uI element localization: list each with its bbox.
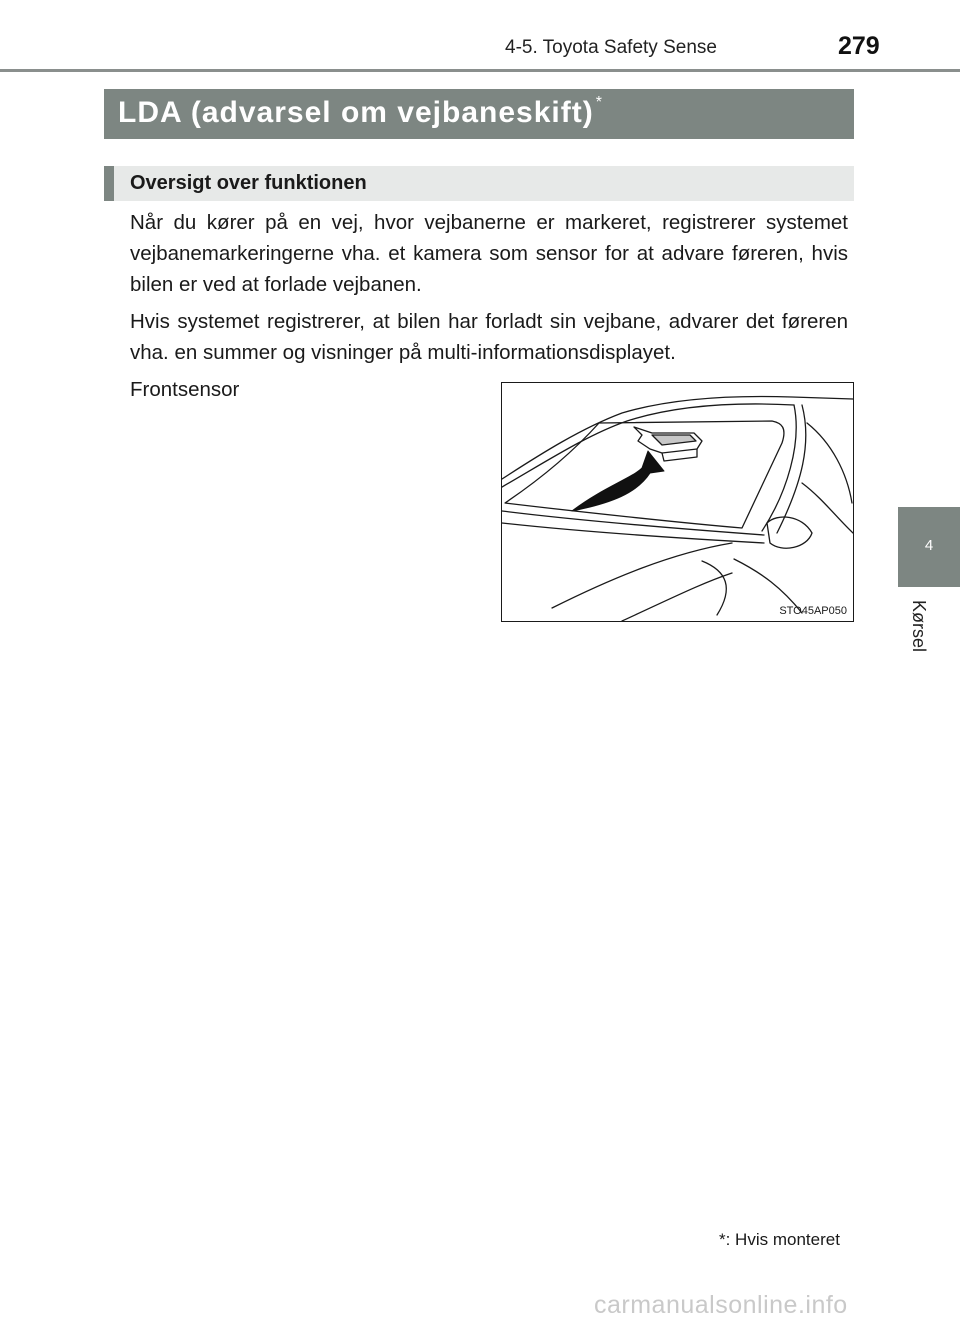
- header-divider: [0, 69, 960, 72]
- title-bar: [104, 89, 854, 139]
- section-title: 4-5. Toyota Safety Sense: [505, 37, 717, 58]
- subheading: Oversigt over funktionen: [130, 172, 367, 194]
- windshield-front-sensor-illustration: [502, 383, 853, 621]
- page-number: 279: [838, 32, 880, 60]
- chapter-number: 4: [924, 537, 934, 554]
- subheading-accent: [104, 166, 114, 201]
- figure-caption: Frontsensor: [130, 378, 240, 401]
- chapter-tab: [898, 507, 960, 587]
- paragraph-warning: Hvis systemet registrerer, at bilen har forladt sin vejbane, advarer det føreren vha. en summer og visninger på multi-informationsdisplayet.: [130, 310, 848, 364]
- front-sensor-figure: [501, 382, 854, 622]
- figure-code: STO45AP050: [779, 605, 847, 617]
- title-footnote-marker: *: [595, 94, 603, 111]
- subheading-bar: [104, 166, 854, 201]
- footnote: *: Hvis monteret: [719, 1230, 840, 1249]
- watermark: carmanualsonline.info: [594, 1291, 848, 1319]
- title-text: LDA (advarsel om vejbaneskift): [118, 96, 594, 129]
- paragraph-intro: Når du kører på en vej, hvor vejbanerne er markeret, registrerer systemet vejbanemarkeringerne vha. et kamera som sensor for at advare føreren, hvis bilen er ved at forlade vejbanen.: [130, 211, 848, 296]
- page-title: [118, 96, 603, 130]
- chapter-label: Kørsel: [909, 600, 929, 653]
